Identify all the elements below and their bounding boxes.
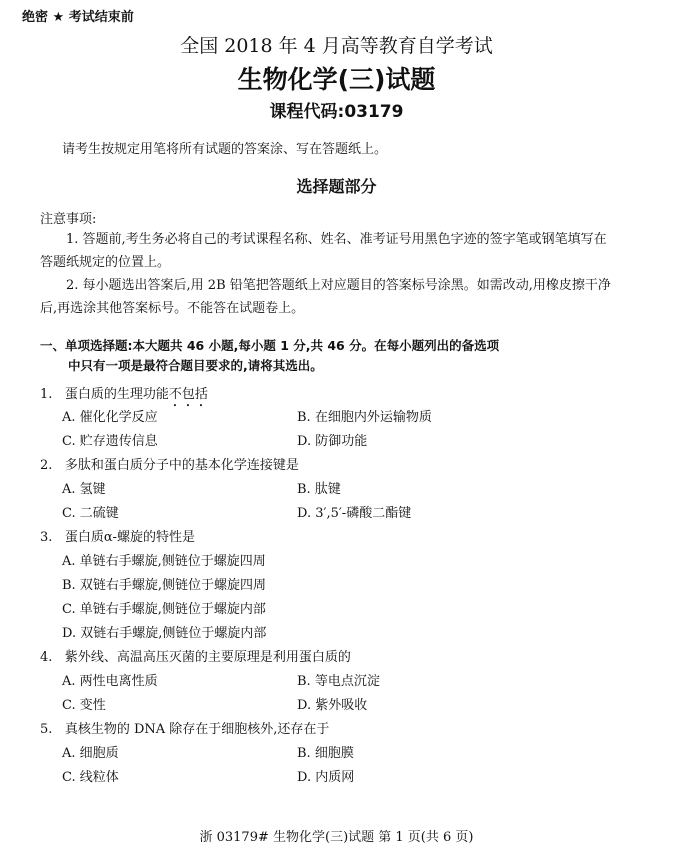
option: C. 二硫键 (62, 506, 119, 521)
question-stem (40, 646, 351, 665)
subject-title: 生物化学(三)试题 (237, 65, 436, 94)
question-number: 4. (40, 650, 53, 665)
option: A. 两性电离性质 (62, 674, 158, 689)
note-item: 2. 每小题选出答案后,用 2B 铅笔把答题纸上对应题目的答案标号涂黑。如需改动,用橡皮擦干净后,再选涂其他答案标号。不能答在试题卷上。 (40, 278, 611, 316)
option: C. 变性 (62, 698, 106, 713)
option: D. 双链右手螺旋,侧链位于螺旋内部 (62, 626, 267, 641)
confidential-label: 绝密 ★ 考试结束前 (22, 10, 134, 25)
question-stem (40, 454, 299, 473)
option: A. 催化化学反应 (62, 410, 158, 425)
part-heading-line1: 一、单项选择题:本大题共 46 小题,每小题 1 分,共 46 分。在每小题列出的备选项 (40, 338, 500, 353)
instruction: 请考生按规定用笔将所有试题的答案涂、写在答题纸上。 (62, 142, 388, 157)
question-text: 蛋白质α-螺旋的特性是 (64, 530, 195, 545)
question-number: 2. (40, 458, 53, 473)
option: A. 细胞质 (62, 746, 119, 761)
option: B. 等电点沉淀 (297, 674, 380, 689)
question-stem (40, 526, 195, 545)
question-text: 多肽和蛋白质分子中的基本化学连接键是 (64, 458, 299, 473)
question-text: 蛋白质的生理功能 (64, 387, 169, 402)
question-text: 紫外线、高温高压灭菌的主要原理是利用蛋白质的 (64, 650, 351, 665)
question-number: 3. (40, 530, 53, 545)
option: A. 单链右手螺旋,侧链位于螺旋四周 (62, 554, 266, 569)
part-heading (40, 336, 499, 376)
option: C. 线粒体 (62, 770, 119, 785)
option: B. 肽键 (297, 482, 341, 497)
question-text: 真核生物的 DNA 除存在于细胞核外,还存在于 (64, 722, 330, 737)
page-footer: 浙 03179# 生物化学(三)试题 第 1 页(共 6 页) (199, 830, 474, 845)
emphasis-text: 不包括 (168, 387, 208, 402)
question-number: 5. (40, 722, 53, 737)
option: C. 贮存遗传信息 (62, 434, 158, 449)
option: B. 双链右手螺旋,侧链位于螺旋四周 (62, 578, 266, 593)
option: A. 氢键 (62, 482, 106, 497)
option: D. 防御功能 (297, 434, 368, 449)
option: C. 单链右手螺旋,侧链位于螺旋内部 (62, 602, 266, 617)
section-title: 选择题部分 (296, 177, 377, 196)
note-item: 1. 答题前,考生务必将自己的考试课程名称、姓名、准考证号用黑色字迹的签字笔或钢笔填写在答题纸规定的位置上。 (40, 232, 607, 270)
option: D. 内质网 (297, 770, 355, 785)
option: D. 3′,5′-磷酸二酯键 (297, 506, 412, 521)
question-stem (40, 718, 329, 737)
exam-title: 全国 2018 年 4 月高等教育自学考试 (180, 35, 493, 57)
part-heading-line2: 中只有一项是最符合题目要求的,请将其选出。 (68, 358, 323, 373)
course-code: 课程代码:03179 (269, 102, 404, 122)
option: D. 紫外吸收 (297, 698, 368, 713)
option: B. 细胞膜 (297, 746, 354, 761)
option: B. 在细胞内外运输物质 (297, 410, 432, 425)
question-number: 1. (40, 387, 53, 402)
notes-title: 注意事项: (40, 212, 97, 227)
